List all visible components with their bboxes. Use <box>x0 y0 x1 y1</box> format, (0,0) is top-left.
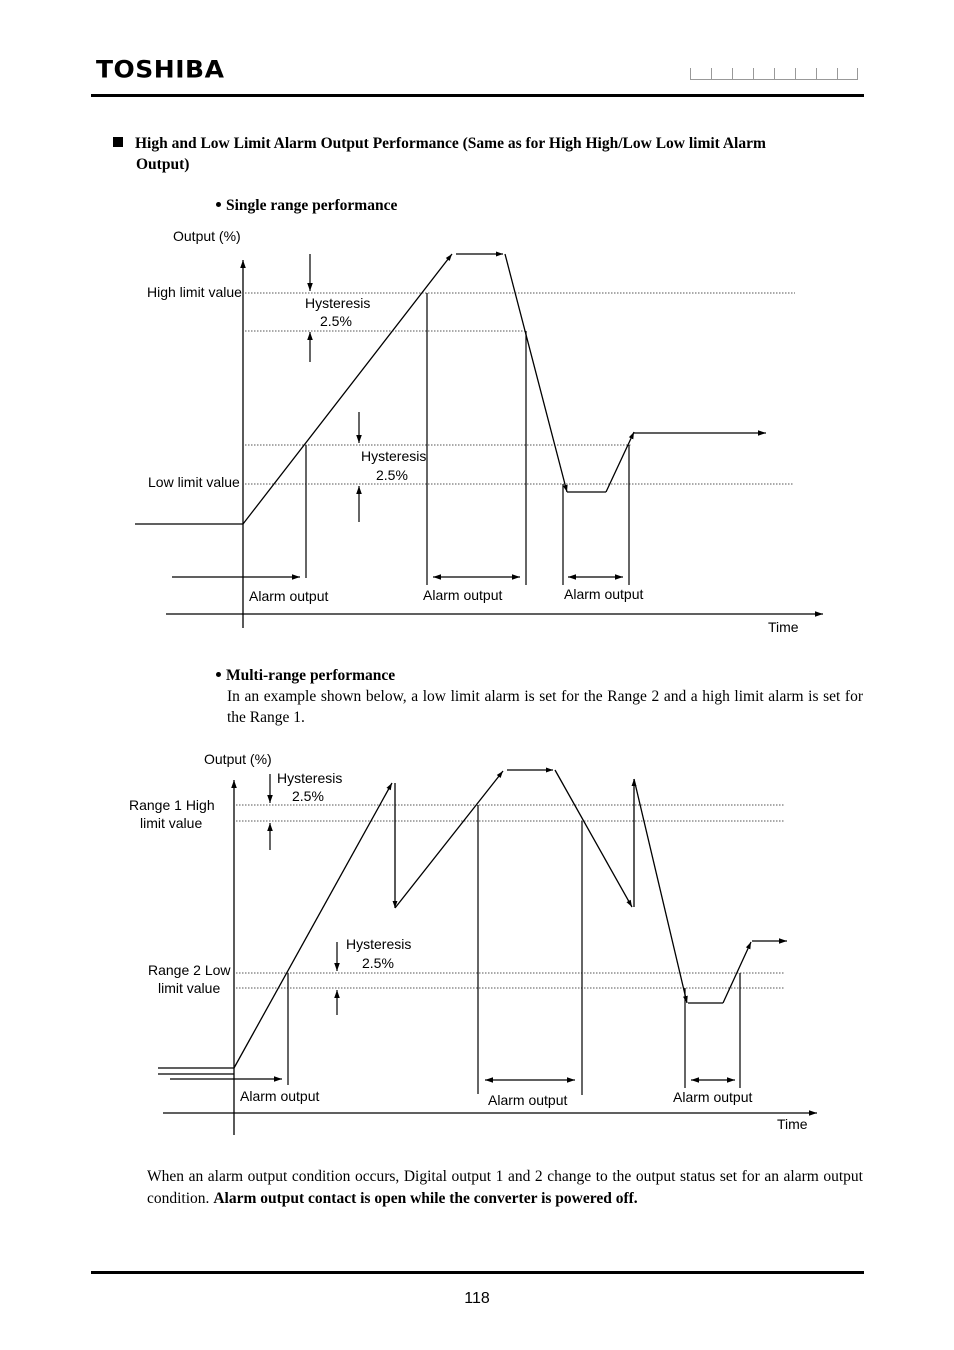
single-low-limit-label: Low limit value <box>148 474 240 490</box>
multi-alarm-output-label-3: Alarm output <box>673 1089 753 1105</box>
single-x-axis-label: Time <box>768 619 799 635</box>
multi-range1-high-label-2: limit value <box>140 815 203 831</box>
multi-alarm-output-label-2: Alarm output <box>488 1092 568 1108</box>
bullet-dot-icon <box>216 672 221 677</box>
multi-alarm-output-label-1: Alarm output <box>240 1088 320 1104</box>
multi-hysteresis-low-value: 2.5% <box>362 955 394 971</box>
footer-note-bold: Alarm output contact is open while the converter is powered off. <box>213 1190 638 1207</box>
multi-range-hysteresis-arrows <box>270 774 337 1015</box>
single-hysteresis-top-label: Hysteresis <box>305 295 371 311</box>
footer-rule <box>91 1271 864 1274</box>
multi-range2-low-label: Range 2 Low <box>148 962 231 978</box>
page-number: 118 <box>464 1290 490 1307</box>
multi-x-axis-label: Time <box>777 1116 808 1132</box>
multi-hysteresis-low-label: Hysteresis <box>346 936 412 952</box>
single-range-axes <box>166 260 823 628</box>
multi-y-axis-label: Output (%) <box>204 751 272 767</box>
multi-hysteresis-top-label: Hysteresis <box>277 770 343 786</box>
multi-range2-low-label-2: limit value <box>158 980 221 996</box>
section-heading: High and Low Limit Alarm Output Performance (Same as for High High/Low Low limit Alarm Output) <box>113 133 823 175</box>
single-alarm-output-label-3: Alarm output <box>564 586 644 602</box>
single-hysteresis-top-value: 2.5% <box>320 313 352 329</box>
multi-range-title: Multi-range performance <box>216 667 395 685</box>
single-range-verticals <box>306 293 629 585</box>
single-high-limit-label: High limit value <box>147 284 242 300</box>
multi-range-description: In an example shown below, a low limit alarm is set for the Range 2 and a high limit alarm is set for the Range 1. <box>227 688 863 726</box>
single-hysteresis-low-label: Hysteresis <box>361 448 427 464</box>
single-hysteresis-low-value: 2.5% <box>376 467 408 483</box>
multi-range1-high-label: Range 1 High <box>129 797 215 813</box>
single-y-axis-label: Output (%) <box>173 228 241 244</box>
multi-range-limit-lines <box>236 805 785 988</box>
single-alarm-output-label-2: Alarm output <box>423 587 503 603</box>
multi-hysteresis-top-value: 2.5% <box>292 788 324 804</box>
multi-range-output-curve <box>158 770 787 1074</box>
single-alarm-output-label-1: Alarm output <box>249 588 329 604</box>
footer-note <box>147 1166 863 1210</box>
toshiba-logo: TOSHIBA <box>96 55 225 84</box>
multi-range-axes <box>163 780 817 1135</box>
footer-note-text: When an alarm output condition occurs, Digital output 1 and 2 change to the output status set for an alarm output condition. <box>147 1168 863 1207</box>
multi-range-alarm-arrows <box>170 1079 735 1080</box>
single-range-title: Single range performance <box>216 197 397 215</box>
